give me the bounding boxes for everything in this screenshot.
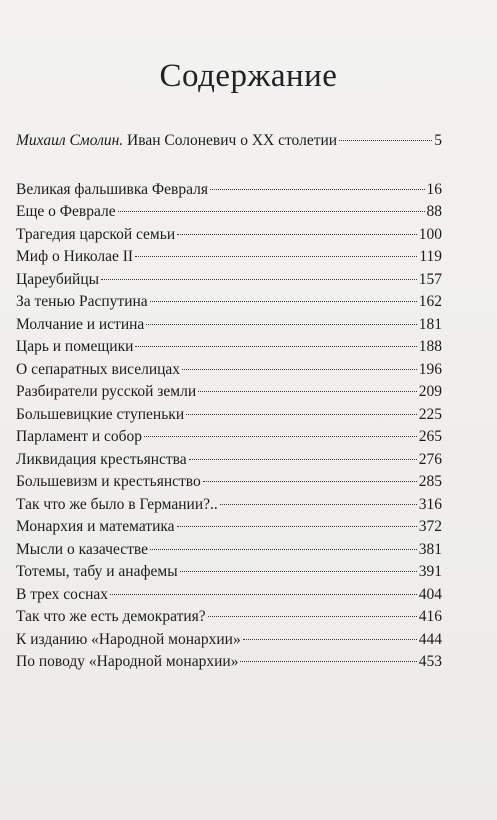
- toc-entry: [16, 336, 442, 359]
- dot-leader: [118, 211, 425, 212]
- toc-entry-page: 16: [426, 180, 442, 198]
- dot-leader: [203, 481, 417, 482]
- toc-entry-title: Монархия и математика: [16, 518, 175, 535]
- toc-entry-intro: [16, 130, 442, 153]
- page-title: Содержание: [159, 58, 338, 94]
- dot-leader: [243, 639, 417, 640]
- toc-entry-title: Трагедия царской семьи: [16, 225, 176, 243]
- toc-entry-page: 265: [418, 428, 442, 445]
- toc-entry-page: 88: [426, 203, 442, 220]
- toc-entry-title: К изданию «Народной монархии»: [16, 630, 241, 648]
- toc-entry: [16, 651, 442, 674]
- section-gap: [16, 153, 442, 179]
- toc-entry: [16, 269, 442, 292]
- toc-entry-list: [16, 179, 442, 674]
- toc-entry-title: Ликвидация крестьянства: [16, 450, 187, 468]
- toc-entry-title: По поводу «Народной монархии»: [16, 653, 239, 670]
- toc-entry-page: 391: [418, 563, 442, 580]
- toc-entry: [16, 291, 442, 314]
- dot-leader: [135, 346, 416, 347]
- dot-leader: [146, 324, 416, 325]
- dot-leader: [135, 256, 417, 257]
- toc-entry-page: 5: [434, 132, 442, 149]
- dot-leader: [180, 571, 417, 572]
- dot-leader: [101, 279, 417, 280]
- toc-entry-page: 119: [419, 248, 442, 265]
- toc-entry-title: Парламент и собор: [16, 428, 143, 445]
- toc-entry: [16, 516, 442, 539]
- toc-entry-title: Молчание и истина: [16, 315, 145, 333]
- toc-entry-title: О сепаратных виселицах: [16, 360, 181, 378]
- dot-leader: [150, 549, 417, 550]
- toc-entry-page: 416: [418, 608, 442, 625]
- toc-entry: [16, 359, 442, 382]
- toc-entry-page: 181: [418, 315, 442, 333]
- dot-leader: [177, 234, 417, 235]
- dot-leader: [177, 526, 417, 527]
- toc-entry-title: Разбиратели русской земли: [16, 383, 197, 400]
- toc-entry-label: [16, 130, 337, 153]
- toc-entry-title: Иван Солоневич о XX столетии: [127, 132, 338, 149]
- dot-leader: [198, 391, 417, 392]
- toc-entry: [16, 246, 442, 269]
- toc-entry-page: 453: [418, 653, 442, 670]
- toc-entry-title: Большевицкие ступеньки: [16, 405, 185, 423]
- toc-entry-page: 209: [418, 383, 442, 400]
- dot-leader: [150, 301, 417, 302]
- toc-entry-page: 444: [418, 630, 442, 648]
- toc-entry-title: Еще о Феврале: [16, 203, 116, 220]
- toc-entry-page: 404: [418, 585, 442, 603]
- toc-entry-page: 188: [418, 338, 442, 355]
- toc-entry-page: 196: [418, 360, 442, 378]
- toc-entry: [16, 179, 442, 202]
- toc-entry-author: Михаил Смолин.: [16, 132, 124, 149]
- dot-leader: [208, 616, 417, 617]
- dot-leader: [110, 594, 417, 595]
- toc-entry-page: 372: [418, 518, 442, 535]
- toc-entry: [16, 606, 442, 629]
- toc-entry: [16, 381, 442, 404]
- dot-leader: [189, 459, 417, 460]
- dot-leader: [182, 369, 417, 370]
- toc-entry-page: 276: [418, 450, 442, 468]
- toc-entry-title: В трех соснах: [16, 585, 109, 603]
- dot-leader: [339, 140, 432, 141]
- dot-leader: [220, 504, 417, 505]
- toc-entry: [16, 314, 442, 337]
- dot-leader: [144, 436, 417, 437]
- toc-entry-page: 316: [418, 495, 442, 513]
- toc-entry-title: Миф о Николае II: [16, 248, 134, 265]
- toc-entry-title: Так что же было в Германии?..: [16, 495, 218, 513]
- toc-entry: [16, 561, 442, 584]
- toc-entry-page: 162: [418, 293, 442, 310]
- toc-entry-title: Мысли о казачестве: [16, 540, 148, 558]
- toc-entry: [16, 584, 442, 607]
- toc-entry: [16, 426, 442, 449]
- toc-entry-page: 285: [418, 473, 442, 490]
- toc-entry-title: Цареубийцы: [16, 270, 100, 288]
- toc-entry: [16, 629, 442, 652]
- table-of-contents: [16, 130, 442, 674]
- toc-entry: [16, 494, 442, 517]
- dot-leader: [186, 414, 417, 415]
- toc-entry-title: Великая фальшивка Февраля: [16, 180, 208, 198]
- toc-entry: [16, 539, 442, 562]
- toc-entry: [16, 471, 442, 494]
- toc-entry-page: 100: [418, 225, 442, 243]
- toc-entry-page: 381: [418, 540, 442, 558]
- dot-leader: [210, 189, 425, 190]
- toc-entry-title: Большевизм и крестьянство: [16, 473, 201, 490]
- toc-entry: [16, 224, 442, 247]
- toc-entry-title: За тенью Распутина: [16, 293, 148, 310]
- toc-entry-title: Царь и помещики: [16, 338, 134, 355]
- toc-entry: [16, 201, 442, 224]
- toc-entry-title: Тотемы, табу и анафемы: [16, 563, 178, 580]
- toc-entry: [16, 449, 442, 472]
- toc-entry-title: Так что же есть демократия?: [16, 608, 206, 625]
- dot-leader: [240, 661, 416, 662]
- toc-entry: [16, 404, 442, 427]
- toc-entry-page: 157: [418, 270, 442, 288]
- toc-entry-page: 225: [418, 405, 442, 423]
